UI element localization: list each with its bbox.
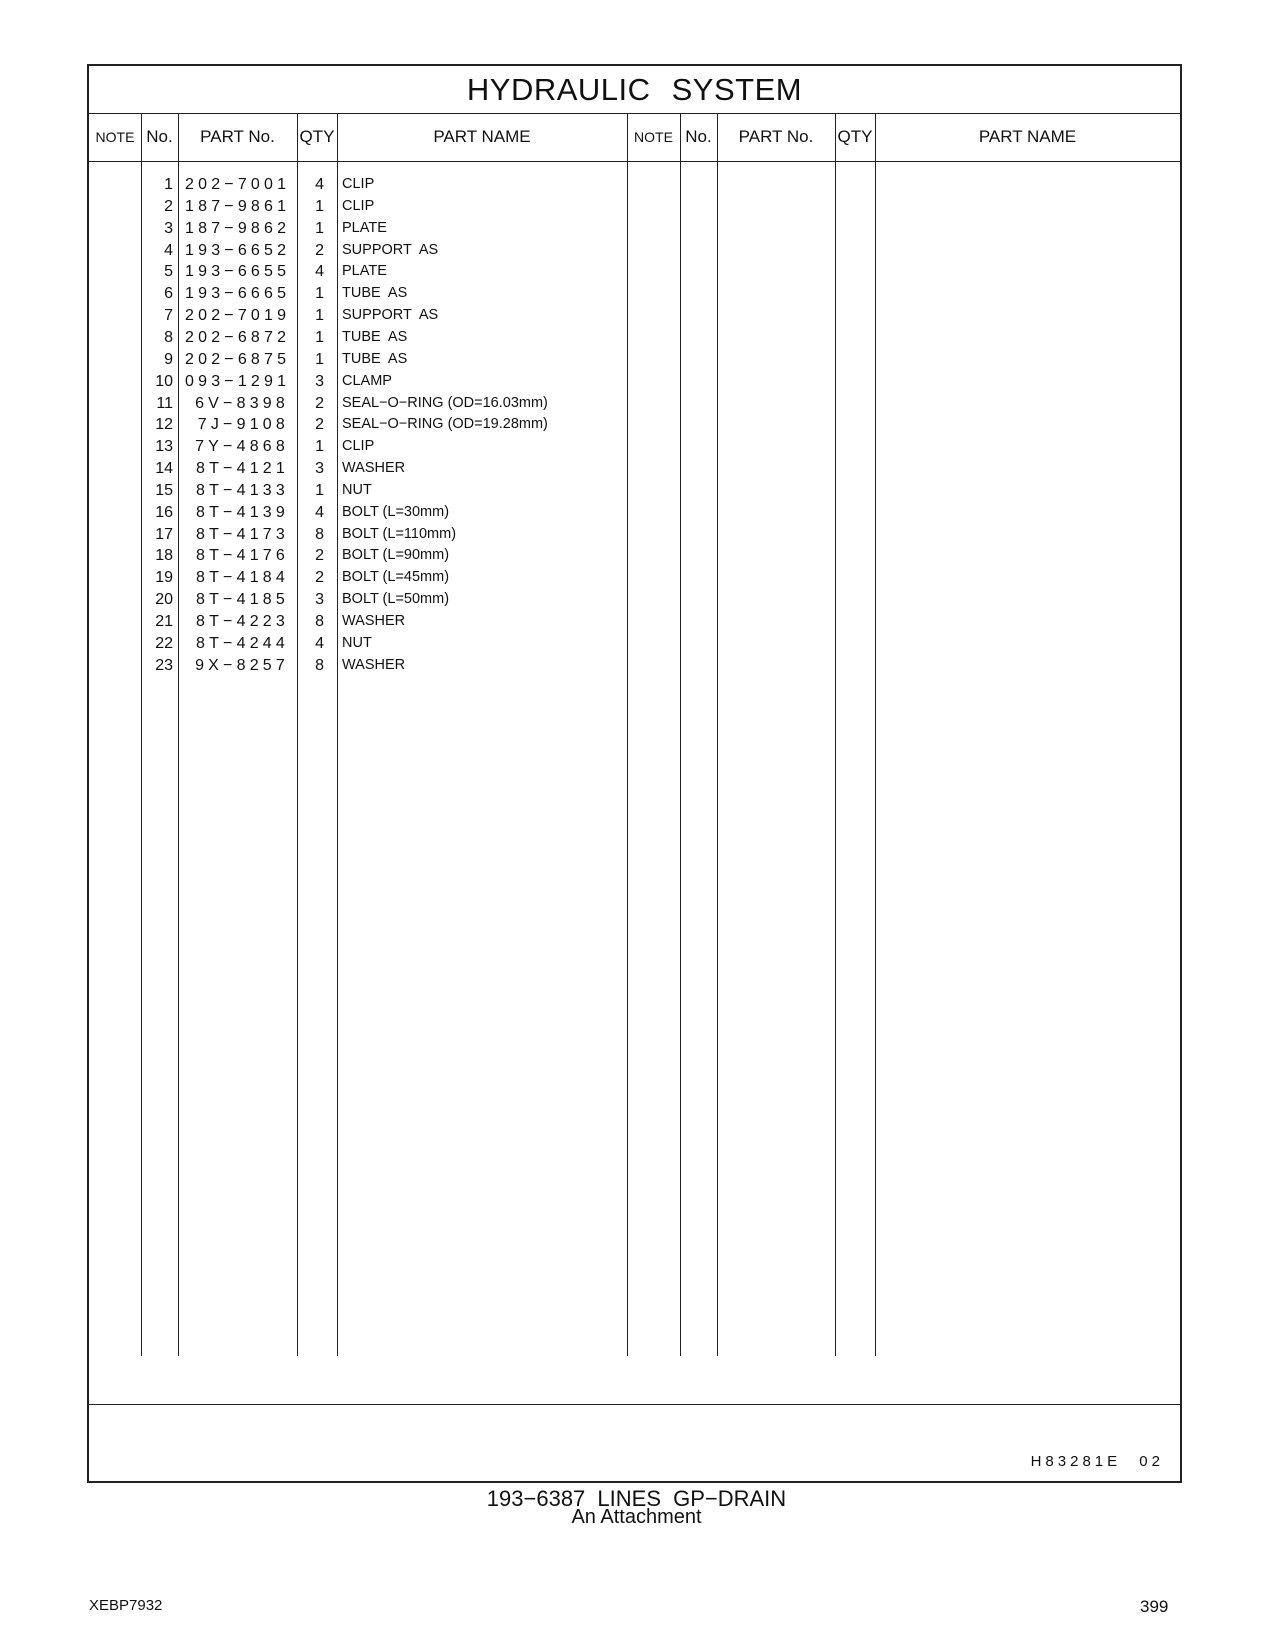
part-number: 202−6875 [185,350,291,368]
quantity: 2 [315,547,324,565]
part-name: WASHER [342,656,406,673]
part-name: TUBE AS [342,350,408,367]
part-name: TUBE AS [342,285,408,302]
header-qty-right: QTY [837,127,873,146]
part-name: WASHER [342,613,406,629]
part-name: BOLT (L=110mm) [342,525,457,542]
part-name: PLATE [342,219,387,236]
quantity: 1 [315,481,324,499]
item-number: 12 [155,416,173,434]
part-number: 8T−4223 [195,613,289,630]
item-number: 16 [155,503,173,521]
group-caption: 193−6387 LINES GP−DRAIN [486,1486,787,1511]
table-row [89,654,1180,677]
part-number: 8T−4139 [195,503,289,521]
quantity: 8 [315,656,324,674]
part-number: 202−7019 [185,307,291,325]
quantity: 2 [315,241,324,259]
table-row [89,326,1180,349]
item-number: 18 [155,547,173,565]
table-row [89,304,1180,327]
part-name: SEAL−O−RING (OD=19.28mm) [342,416,548,433]
part-number: 202−7001 [185,176,291,193]
part-name: CLAMP [342,372,392,389]
item-number: 6 [164,285,173,303]
part-name: PLATE [342,263,387,280]
part-number: 8T−4133 [195,481,289,499]
table-row [89,392,1180,415]
drawing-code: H83281E 02 [1030,1453,1164,1470]
group-subcaption: An Attachment [571,1506,702,1528]
part-name: BOLT (L=50mm) [342,591,450,608]
table-row [89,370,1180,393]
part-name: SEAL−O−RING (OD=16.03mm) [342,394,548,411]
quantity: 1 [315,328,324,346]
table-row [89,348,1180,371]
header-no-left: No. [146,127,173,146]
header-note-left: NOTE [95,129,135,145]
header-no-right: No. [685,127,712,146]
quantity: 1 [315,350,324,368]
item-number: 21 [155,613,173,630]
part-number: 202−6872 [185,328,291,346]
header-part-name-right: PART NAME [978,127,1077,146]
quantity: 4 [315,634,324,652]
table-row [89,632,1180,655]
section-title: HYDRAULIC SYSTEM [89,66,1180,114]
part-number: 8T−4173 [195,525,289,543]
part-name: CLIP [342,197,375,214]
item-number: 9 [164,350,173,368]
part-name: TUBE AS [342,328,408,345]
table-row [89,479,1180,502]
table-row [89,523,1180,546]
part-number: 193−6652 [185,241,291,259]
part-name: BOLT (L=45mm) [342,569,450,586]
table-row [89,457,1180,480]
table-row [89,239,1180,262]
item-number: 11 [156,394,173,412]
item-number: 13 [155,438,173,456]
item-number: 20 [155,591,173,609]
part-number: 187−9862 [185,219,291,237]
quantity: 2 [315,569,324,587]
table-row [89,435,1180,458]
quantity: 3 [315,591,324,609]
part-name: WASHER [342,460,406,477]
part-number: 193−6665 [185,285,291,303]
part-number: 093−1291 [185,372,291,390]
table-row [89,413,1180,436]
document-id: XEBP7932 [89,1597,163,1614]
part-name: SUPPORT AS [342,307,439,324]
item-number: 1 [164,176,173,193]
quantity: 1 [315,438,324,456]
table-row [89,217,1180,240]
part-name: NUT [342,481,372,498]
item-number: 17 [155,525,173,543]
part-number: 7Y−4868 [195,438,289,456]
part-number: 193−6655 [185,263,291,281]
table-row [89,195,1180,218]
part-name: CLIP [342,438,375,455]
item-number: 23 [155,656,173,674]
item-number: 7 [164,307,173,325]
parts-list-frame [87,64,1182,1483]
quantity: 2 [315,394,324,412]
header-part-name-left: PART NAME [433,127,531,146]
table-row [89,260,1180,283]
table-row [89,544,1180,567]
part-number: 8T−4185 [195,591,289,609]
part-number: 8T−4184 [195,569,289,587]
part-name: BOLT (L=90mm) [342,547,450,564]
item-number: 15 [155,481,173,499]
item-number: 8 [164,328,173,346]
header-note-right: NOTE [634,129,673,145]
part-number: 6V−8398 [195,394,289,412]
part-number: 187−9861 [185,197,291,215]
table-row [89,610,1180,633]
item-number: 14 [155,460,173,478]
quantity: 1 [315,197,324,215]
quantity: 4 [315,176,324,193]
header-part-no-right: PART No. [738,127,814,146]
quantity: 1 [315,307,324,325]
quantity: 3 [315,460,324,478]
item-number: 3 [164,219,173,237]
quantity: 1 [315,285,324,303]
part-name: NUT [342,634,372,651]
quantity: 3 [315,372,324,390]
table-row [89,588,1180,611]
part-name: CLIP [342,176,375,192]
quantity: 8 [315,525,324,543]
part-number: 7J−9108 [197,416,289,434]
part-number: 8T−4244 [195,634,289,652]
part-name: BOLT (L=30mm) [342,503,450,520]
table-row [89,282,1180,305]
quantity: 2 [315,416,324,434]
quantity: 8 [315,613,324,630]
item-number: 4 [164,241,173,259]
table-row [89,173,1180,196]
item-number: 22 [155,634,173,652]
item-number: 5 [164,263,173,281]
item-number: 10 [155,372,173,390]
table-header [89,113,1180,162]
item-number: 19 [155,569,173,587]
part-number: 9X−8257 [195,656,289,674]
table-bottom-rule [89,1404,1180,1405]
header-part-no-left: PART No. [200,127,275,146]
quantity: 4 [315,263,324,281]
part-number: 8T−4121 [195,460,289,478]
header-qty-left: QTY [299,127,335,146]
part-number: 8T−4176 [195,547,289,565]
item-number: 2 [164,197,173,215]
quantity: 4 [315,503,324,521]
table-row [89,566,1180,589]
table-row [89,501,1180,524]
page-number: 399 [1140,1597,1169,1616]
part-name: SUPPORT AS [342,241,439,258]
quantity: 1 [315,219,324,237]
